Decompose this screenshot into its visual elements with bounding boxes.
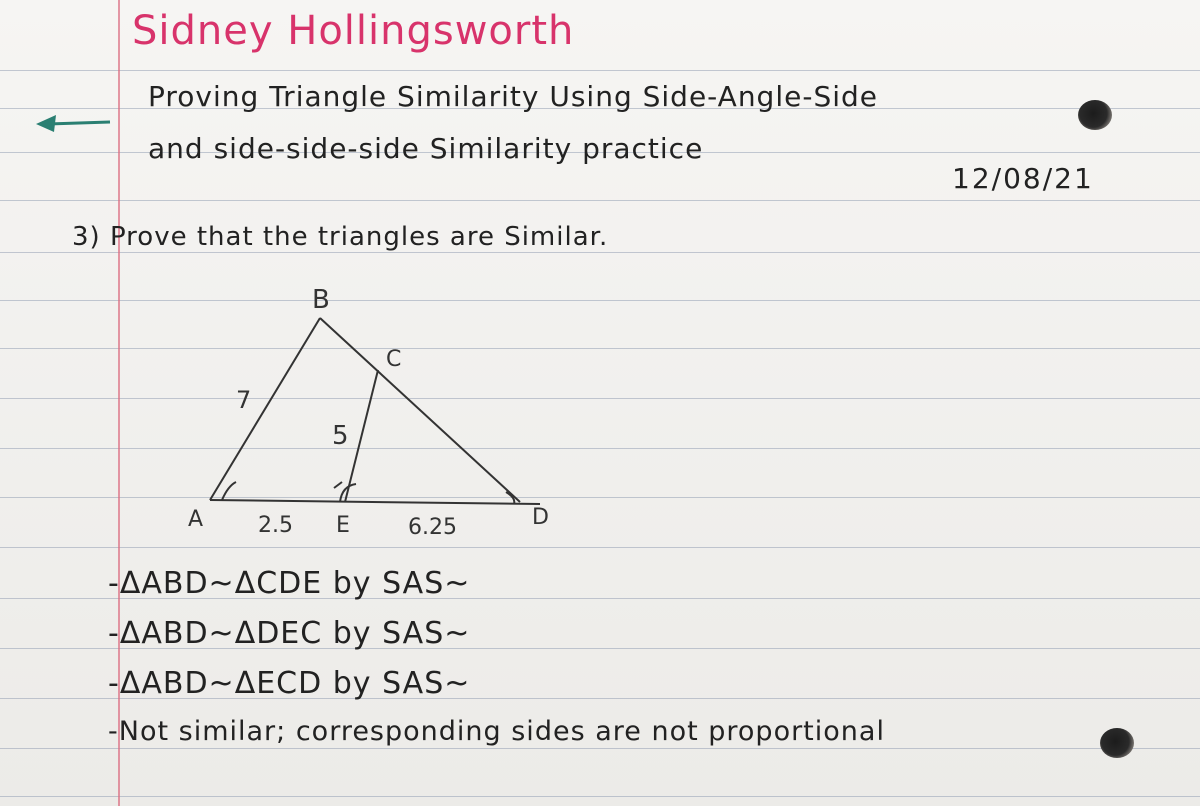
- angle-mark-d: [506, 492, 514, 504]
- vertex-label-b: B: [312, 285, 330, 315]
- binder-hole: [1078, 100, 1112, 130]
- segment-ce: [345, 370, 378, 502]
- side-label-ae: 2.5: [258, 513, 293, 538]
- answer-choice-4[interactable]: -Not similar; corresponding sides are not proportional: [108, 716, 885, 747]
- student-name: Sidney Hollingsworth: [132, 8, 575, 54]
- assignment-title-line1: Proving Triangle Similarity Using Side-Angle-Side: [148, 80, 878, 113]
- assignment-title-line2: and side-side-side Similarity practice: [148, 132, 704, 165]
- problem-prompt: 3) Prove that the triangles are Similar.: [72, 222, 609, 252]
- answer-choice-2[interactable]: -ΔABD~ΔDEC by SAS~: [108, 616, 471, 651]
- ruled-line: [0, 796, 1200, 797]
- angle-mark-a: [222, 482, 236, 500]
- side-bd: [320, 318, 520, 502]
- ruled-line: [0, 70, 1200, 71]
- side-ad: [210, 500, 540, 504]
- vertex-label-d: D: [532, 505, 549, 530]
- assignment-date: 12/08/21: [952, 162, 1094, 195]
- answer-choice-1[interactable]: -ΔABD~ΔCDE by SAS~: [108, 566, 471, 601]
- ruled-line: [0, 200, 1200, 201]
- ruled-line: [0, 748, 1200, 749]
- side-ab: [210, 318, 320, 500]
- triangle-diagram: [180, 280, 600, 540]
- binder-hole: [1100, 728, 1134, 758]
- angle-mark-e: [334, 482, 342, 488]
- side-label-ce: 5: [332, 421, 349, 451]
- side-label-ed: 6.25: [408, 515, 457, 540]
- arrow-left-icon: [34, 112, 114, 136]
- answer-choice-3[interactable]: -ΔABD~ΔECD by SAS~: [108, 666, 471, 701]
- bleed-through-marks: ﾠﾠﾠﾠﾠ: [630, 25, 737, 50]
- vertex-label-a: A: [188, 507, 204, 532]
- side-label-ab: 7: [236, 386, 252, 414]
- ruled-line: [0, 252, 1200, 253]
- ruled-line: [0, 547, 1200, 548]
- vertex-label-c: C: [386, 347, 402, 372]
- vertex-label-e: E: [336, 513, 350, 538]
